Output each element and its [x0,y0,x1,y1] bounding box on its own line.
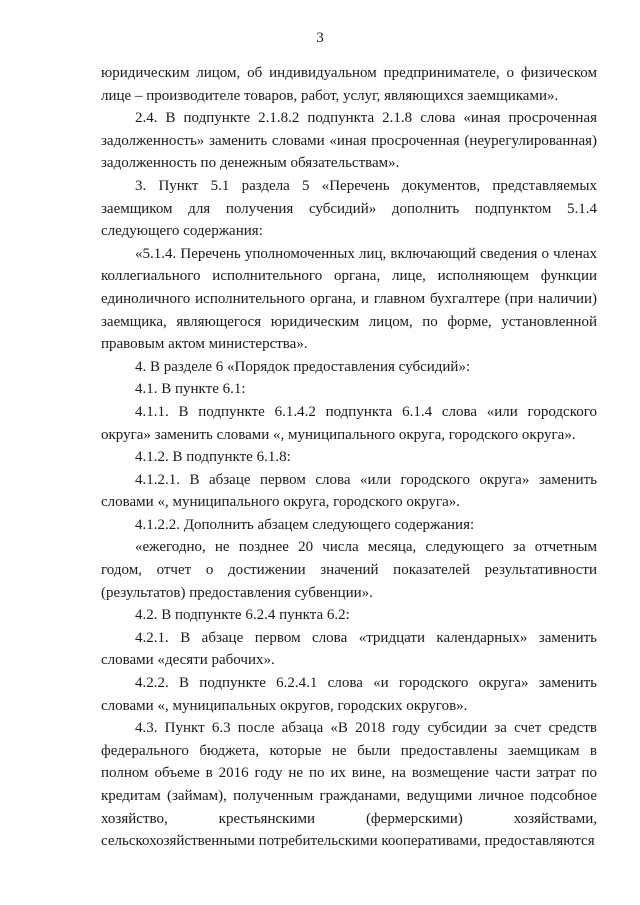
paragraph: 4.3. Пункт 6.3 после абзаца «В 2018 году субсидии за счет средств федерального бюджета, которые не были предоставлены заемщикам в полном объеме в 2016 году не по их вине, на возмещение части затрат по кредитам (займам), полученным гражданами, ведущими личное подсобное хозяйство, крестьянскими (фермерскими) хозяйствами, сельскохозяйственными потребительскими кооперативами, предоставляются [101,720,597,850]
paragraph: 4.1. В пункте 6.1: [135,381,246,398]
paragraph: 4. В разделе 6 «Порядок предоставления субсидий»: [135,358,471,375]
paragraph: «ежегодно, не позднее 20 числа месяца, следующего за отчетным годом, отчет о достижении значений показателей результативности (результатов) предоставления субвенции». [101,539,597,601]
page-number: 3 [316,30,324,46]
paragraph: 4.1.1. В подпункте 6.1.4.2 подпункта 6.1.4 слова «или городского округа» заменить словами «, муниципального округа, городского округа». [101,403,597,443]
paragraph: 4.1.2.1. В абзаце первом слова «или городского округа» заменить словами «, муниципального округа, городского округа». [101,471,597,511]
paragraph: 4.1.2.2. Дополнить абзацем следующего содержания: [135,516,475,533]
paragraph: 4.1.2. В подпункте 6.1.8: [135,449,291,466]
paragraph: 4.2.1. В абзаце первом слова «тридцати календарных» заменить словами «десяти рабочих». [101,629,597,669]
paragraph: 4.2. В подпункте 6.2.4 пункта 6.2: [135,607,350,624]
paragraph: 2.4. В подпункте 2.1.8.2 подпункта 2.1.8 слова «иная просроченная задолженность» заменить словами «иная просроченная (неурегулированная) задолженность по денежным обязательствам». [101,110,597,172]
paragraph: 3. Пункт 5.1 раздела 5 «Перечень документов, представляемых заемщиком для получения субсидий» дополнить подпунктом 5.1.4 следующего содержания: [101,177,597,240]
paragraph: «5.1.4. Перечень уполномоченных лиц, включающий сведения о членах коллегиального исполнительного органа, лице, исполняющем функции единоличного исполнительного органа, и главном бухгалтере (при наличии) заемщика, являющегося юридическим лицом, по форме, установленной правовым актом министерства». [101,245,597,353]
paragraph: 4.2.2. В подпункте 6.2.4.1 слова «и городского округа» заменить словами «, муниципальных округов, городских округов». [101,675,597,714]
document-body [101,62,597,853]
paragraph: юридическим лицом, об индивидуальном предпринимателе, о физическом лице – производителе товаров, работ, услуг, являющихся заемщиками». [101,65,597,104]
